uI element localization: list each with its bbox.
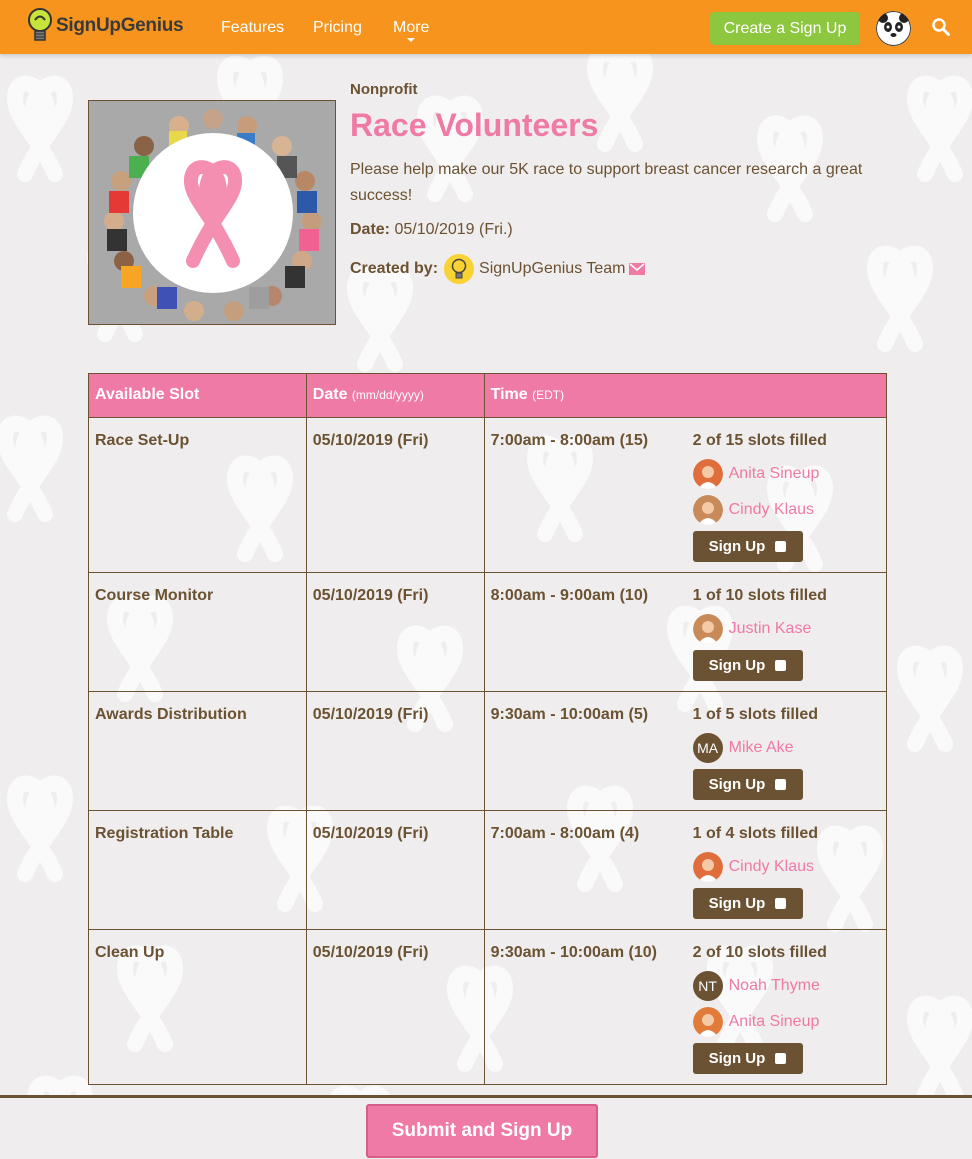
envelope-icon[interactable] — [629, 263, 645, 275]
slot-time-cell — [484, 692, 886, 811]
date-value: 05/10/2019 (Fri.) — [394, 221, 513, 238]
slot-time-cell — [484, 418, 886, 573]
volunteer-name: Anita Sineup — [728, 1013, 820, 1030]
panda-avatar-icon[interactable] — [876, 11, 911, 46]
checkbox-icon[interactable] — [775, 660, 786, 671]
slot-date: 05/10/2019 (Fri) — [306, 573, 484, 692]
signup-label: Sign Up — [708, 895, 766, 912]
created-by-label: Created by: — [350, 260, 439, 277]
volunteer-photo-avatar — [693, 459, 723, 489]
caret-down-icon — [407, 38, 415, 42]
slot-time: 9:30am - 10:00am (10) — [490, 944, 657, 961]
slot-time-cell — [484, 930, 886, 1085]
volunteer-photo-avatar — [693, 495, 723, 525]
signupgenius-logo[interactable] — [26, 6, 183, 46]
slot-fill-block — [693, 587, 883, 681]
slot-name: Awards Distribution — [89, 692, 307, 811]
signup-label: Sign Up — [708, 776, 766, 793]
nav-more-label: More — [393, 19, 430, 36]
header-date: Date (mm/dd/yyyy) — [306, 374, 484, 418]
slot-time: 9:30am - 10:00am (5) — [490, 706, 649, 723]
slot-time-cell — [484, 811, 886, 930]
slot-name: Race Set-Up — [89, 418, 307, 573]
checkbox-icon[interactable] — [775, 541, 786, 552]
slot-fill-block — [693, 706, 883, 800]
checkbox-icon[interactable] — [775, 1053, 786, 1064]
slot-fill-block — [693, 825, 883, 919]
table-row — [89, 418, 887, 573]
slot-time-cell — [484, 573, 886, 692]
table-row — [89, 573, 887, 692]
nav-pricing[interactable]: Pricing — [313, 19, 362, 36]
slots-filled-count: 1 of 10 slots filled — [692, 587, 827, 604]
signup-label: Sign Up — [708, 1050, 766, 1067]
slot-date: 05/10/2019 (Fri) — [306, 418, 484, 573]
event-image — [88, 100, 336, 325]
date-label: Date: — [350, 221, 391, 238]
slots-filled-count: 2 of 15 slots filled — [692, 432, 827, 449]
table-header-row — [89, 374, 887, 418]
volunteer-photo-avatar — [693, 1007, 723, 1037]
event-date — [350, 221, 513, 239]
slot-fill-block — [693, 944, 883, 1074]
volunteer-name: Mike Ake — [728, 739, 794, 756]
slots-filled-count: 1 of 4 slots filled — [692, 825, 818, 842]
event-category: Nonprofit — [350, 81, 418, 98]
signup-button[interactable] — [693, 769, 803, 800]
volunteer-entry[interactable] — [693, 852, 883, 882]
volunteer-initials-avatar: NT — [693, 971, 723, 1001]
volunteer-name: Justin Kase — [728, 620, 812, 637]
page-title: Race Volunteers — [350, 107, 599, 143]
slot-time: 7:00am - 8:00am (4) — [490, 825, 640, 842]
nav-features[interactable]: Features — [221, 19, 285, 36]
slot-name: Clean Up — [89, 930, 307, 1085]
header-available-slot: Available Slot — [89, 374, 307, 418]
signup-button[interactable] — [693, 1043, 803, 1074]
volunteer-entry[interactable] — [693, 614, 883, 644]
signup-label: Sign Up — [708, 538, 766, 555]
volunteer-photo-avatar — [693, 614, 723, 644]
checkbox-icon[interactable] — [775, 898, 786, 909]
checkbox-icon[interactable] — [775, 779, 786, 790]
event-description: Please help make our 5K race to support breast cancer research a great success! — [350, 161, 863, 204]
volunteer-entry[interactable] — [693, 495, 883, 525]
submit-and-signup-button[interactable]: Submit and Sign Up — [366, 1104, 598, 1158]
slots-filled-count: 2 of 10 slots filled — [692, 944, 827, 961]
table-row — [89, 930, 887, 1085]
event-creator — [350, 253, 645, 285]
signup-label: Sign Up — [708, 657, 766, 674]
slot-date: 05/10/2019 (Fri) — [306, 692, 484, 811]
volunteer-name: Cindy Klaus — [728, 858, 814, 875]
slot-name: Registration Table — [89, 811, 307, 930]
slots-filled-count: 1 of 5 slots filled — [692, 706, 818, 723]
logo-text: SignUpGenius — [56, 15, 184, 36]
creator-avatar-icon — [444, 254, 474, 284]
volunteer-name: Noah Thyme — [728, 977, 820, 994]
signup-button[interactable] — [693, 650, 803, 681]
top-navigation-bar — [0, 0, 972, 54]
volunteer-name: Cindy Klaus — [728, 501, 814, 518]
slot-time: 8:00am - 9:00am (10) — [490, 587, 649, 604]
slot-name: Course Monitor — [89, 573, 307, 692]
header-time: Time (EDT) — [484, 374, 886, 418]
slot-date: 05/10/2019 (Fri) — [306, 930, 484, 1085]
creator-name[interactable]: SignUpGenius Team — [479, 260, 626, 277]
signup-button[interactable] — [693, 531, 803, 562]
slot-time: 7:00am - 8:00am (15) — [490, 432, 649, 449]
slots-table — [88, 373, 887, 1085]
ribbon-image — [89, 101, 336, 325]
table-row — [89, 692, 887, 811]
lightbulb-logo-icon — [26, 7, 54, 45]
search-icon[interactable] — [932, 18, 950, 36]
table-row — [89, 811, 887, 930]
slot-date: 05/10/2019 (Fri) — [306, 811, 484, 930]
volunteer-name: Anita Sineup — [728, 465, 820, 482]
volunteer-entry[interactable] — [693, 459, 883, 489]
nav-more[interactable] — [393, 19, 429, 37]
volunteer-photo-avatar — [693, 852, 723, 882]
volunteer-initials-avatar: MA — [693, 733, 723, 763]
volunteer-entry[interactable] — [693, 733, 883, 763]
create-signup-button[interactable]: Create a Sign Up — [710, 12, 860, 45]
volunteer-entry[interactable] — [693, 1007, 883, 1037]
volunteer-entry[interactable] — [693, 971, 883, 1001]
signup-button[interactable] — [693, 888, 803, 919]
slot-fill-block — [693, 432, 883, 562]
